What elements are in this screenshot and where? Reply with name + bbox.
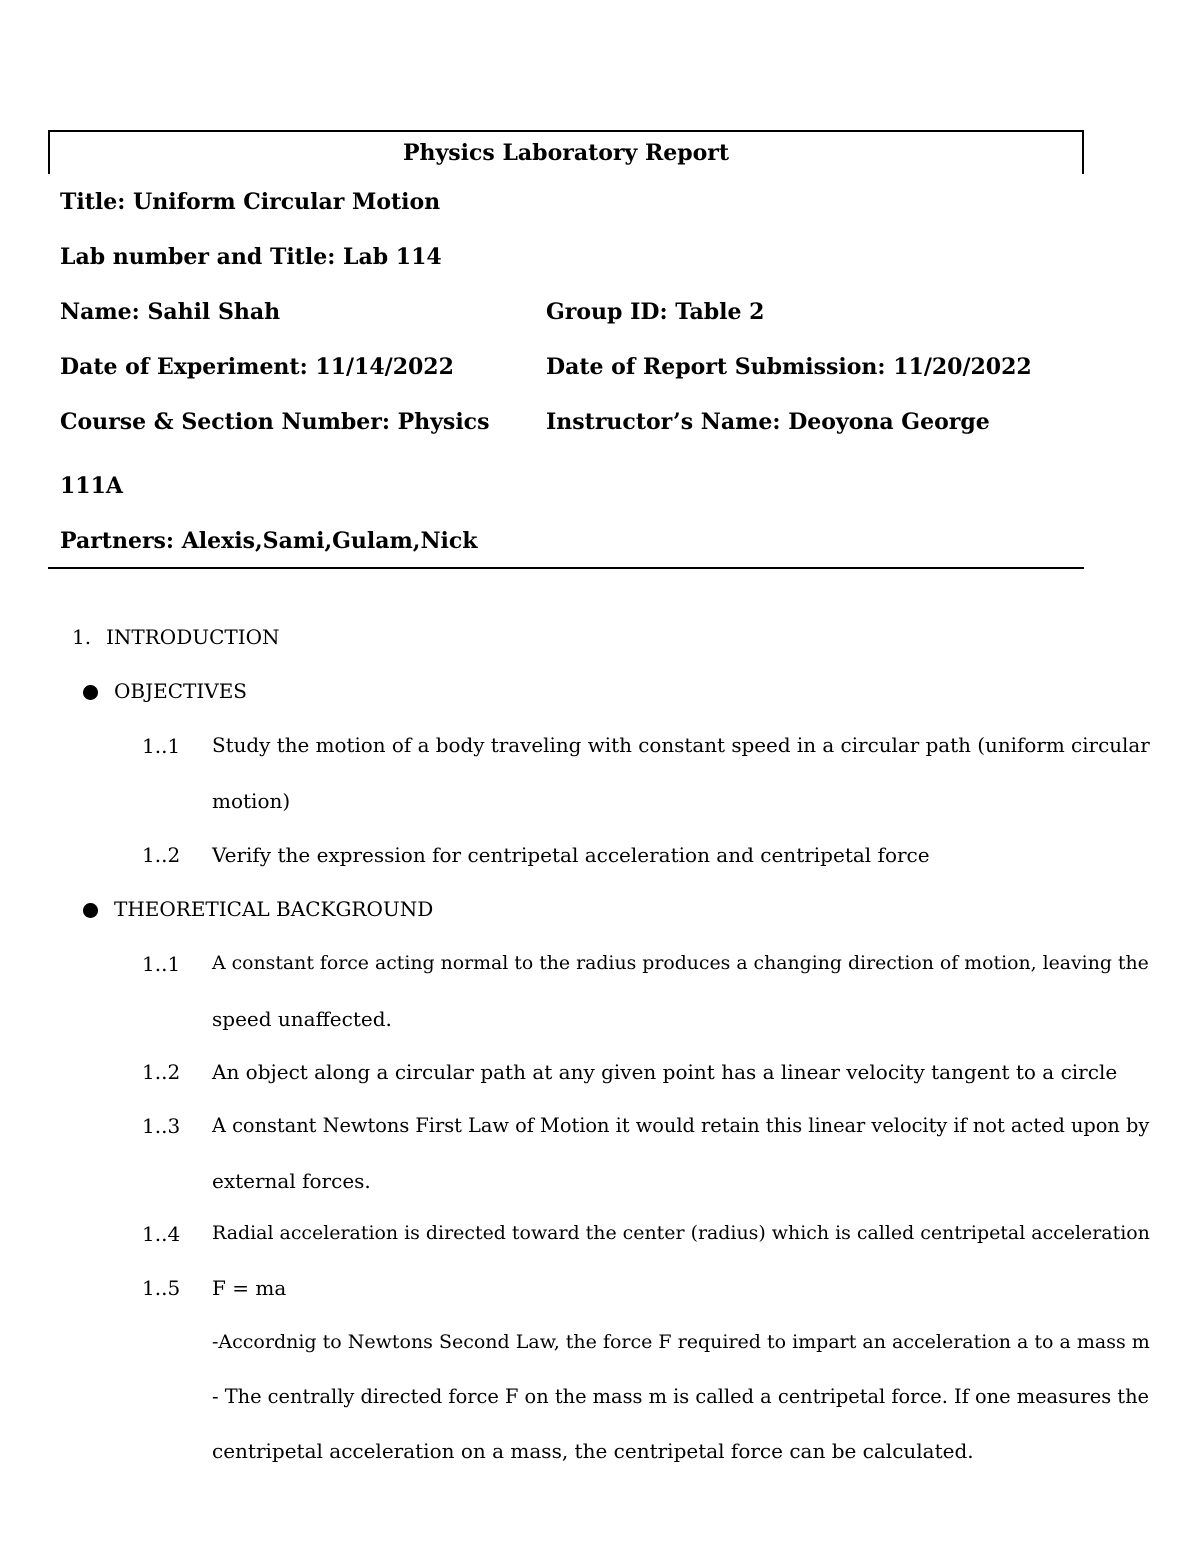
objective-text: motion) bbox=[212, 789, 291, 813]
course-value-continued: 111A bbox=[60, 473, 123, 499]
theory-text: An object along a circular path at any given point has a linear velocity tangent to a circle bbox=[212, 1060, 1118, 1084]
theory-number: 1..4 bbox=[142, 1222, 181, 1246]
experiment-date-field bbox=[60, 354, 454, 380]
title-field bbox=[60, 189, 440, 215]
theory-text: external forces. bbox=[212, 1169, 371, 1193]
theory-heading: THEORETICAL BACKGROUND bbox=[114, 897, 434, 921]
theory-note: centripetal acceleration on a mass, the centripetal force can be calculated. bbox=[212, 1439, 974, 1463]
partners-field bbox=[60, 528, 478, 554]
objectives-heading: OBJECTIVES bbox=[114, 679, 247, 703]
name-field bbox=[60, 299, 280, 325]
theory-note: -Accordnig to Newtons Second Law, the force F required to impart an acceleration a to a mass m bbox=[212, 1331, 1150, 1353]
experiment-date-label: Date of Experiment: bbox=[60, 354, 308, 380]
course-value: Physics bbox=[397, 409, 490, 435]
objective-number: 1..1 bbox=[142, 734, 181, 758]
group-value: Table 2 bbox=[675, 299, 765, 325]
instructor-field bbox=[546, 409, 990, 435]
course-label: Course & Section Number: bbox=[60, 409, 390, 435]
partners-value: Alexis,Sami,Gulam,Nick bbox=[181, 528, 478, 554]
theory-text: F = ma bbox=[212, 1276, 287, 1300]
instructor-value: Deoyona George bbox=[788, 409, 990, 435]
lab-field bbox=[60, 244, 442, 270]
submission-date-value: 11/20/2022 bbox=[893, 354, 1032, 380]
theory-number: 1..2 bbox=[142, 1060, 181, 1084]
submission-date-label: Date of Report Submission: bbox=[546, 354, 886, 380]
theory-text: speed unaffected. bbox=[212, 1007, 392, 1031]
objective-text: Study the motion of a body traveling with constant speed in a circular path (uniform circular bbox=[212, 734, 1150, 757]
lab-value: Lab 114 bbox=[343, 244, 442, 270]
submission-date-field bbox=[546, 354, 1032, 380]
objective-text: Verify the expression for centripetal acceleration and centripetal force bbox=[212, 843, 930, 867]
theory-text: Radial acceleration is directed toward the center (radius) which is called centripetal acceleration bbox=[212, 1222, 1150, 1244]
theory-text: A constant force acting normal to the radius produces a changing direction of motion, leaving the bbox=[212, 952, 1149, 974]
lab-label: Lab number and Title: bbox=[60, 244, 336, 270]
report-heading: Physics Laboratory Report bbox=[402, 140, 730, 166]
theory-text: A constant Newtons First Law of Motion it would retain this linear velocity if not acted upon by bbox=[212, 1114, 1150, 1137]
instructor-label: Instructor’s Name: bbox=[546, 409, 781, 435]
bullet-icon bbox=[83, 685, 98, 700]
course-field bbox=[60, 409, 489, 435]
theory-number: 1..1 bbox=[142, 952, 181, 976]
bullet-icon bbox=[83, 903, 98, 918]
title-label: Title: bbox=[60, 189, 126, 215]
title-value: Uniform Circular Motion bbox=[133, 189, 441, 215]
theory-number: 1..3 bbox=[142, 1114, 181, 1138]
group-field bbox=[546, 299, 765, 325]
section-number: 1. bbox=[72, 625, 92, 649]
objective-number: 1..2 bbox=[142, 843, 181, 867]
theory-note: - The centrally directed force F on the mass m is called a centripetal force. If one measures the bbox=[212, 1385, 1150, 1408]
theory-number: 1..5 bbox=[142, 1276, 181, 1300]
header-divider bbox=[48, 567, 1084, 569]
experiment-date-value: 11/14/2022 bbox=[315, 354, 454, 380]
name-label: Name: bbox=[60, 299, 140, 325]
group-label: Group ID: bbox=[546, 299, 668, 325]
section-heading: INTRODUCTION bbox=[106, 625, 280, 649]
name-value: Sahil Shah bbox=[147, 299, 281, 325]
partners-label: Partners: bbox=[60, 528, 175, 554]
